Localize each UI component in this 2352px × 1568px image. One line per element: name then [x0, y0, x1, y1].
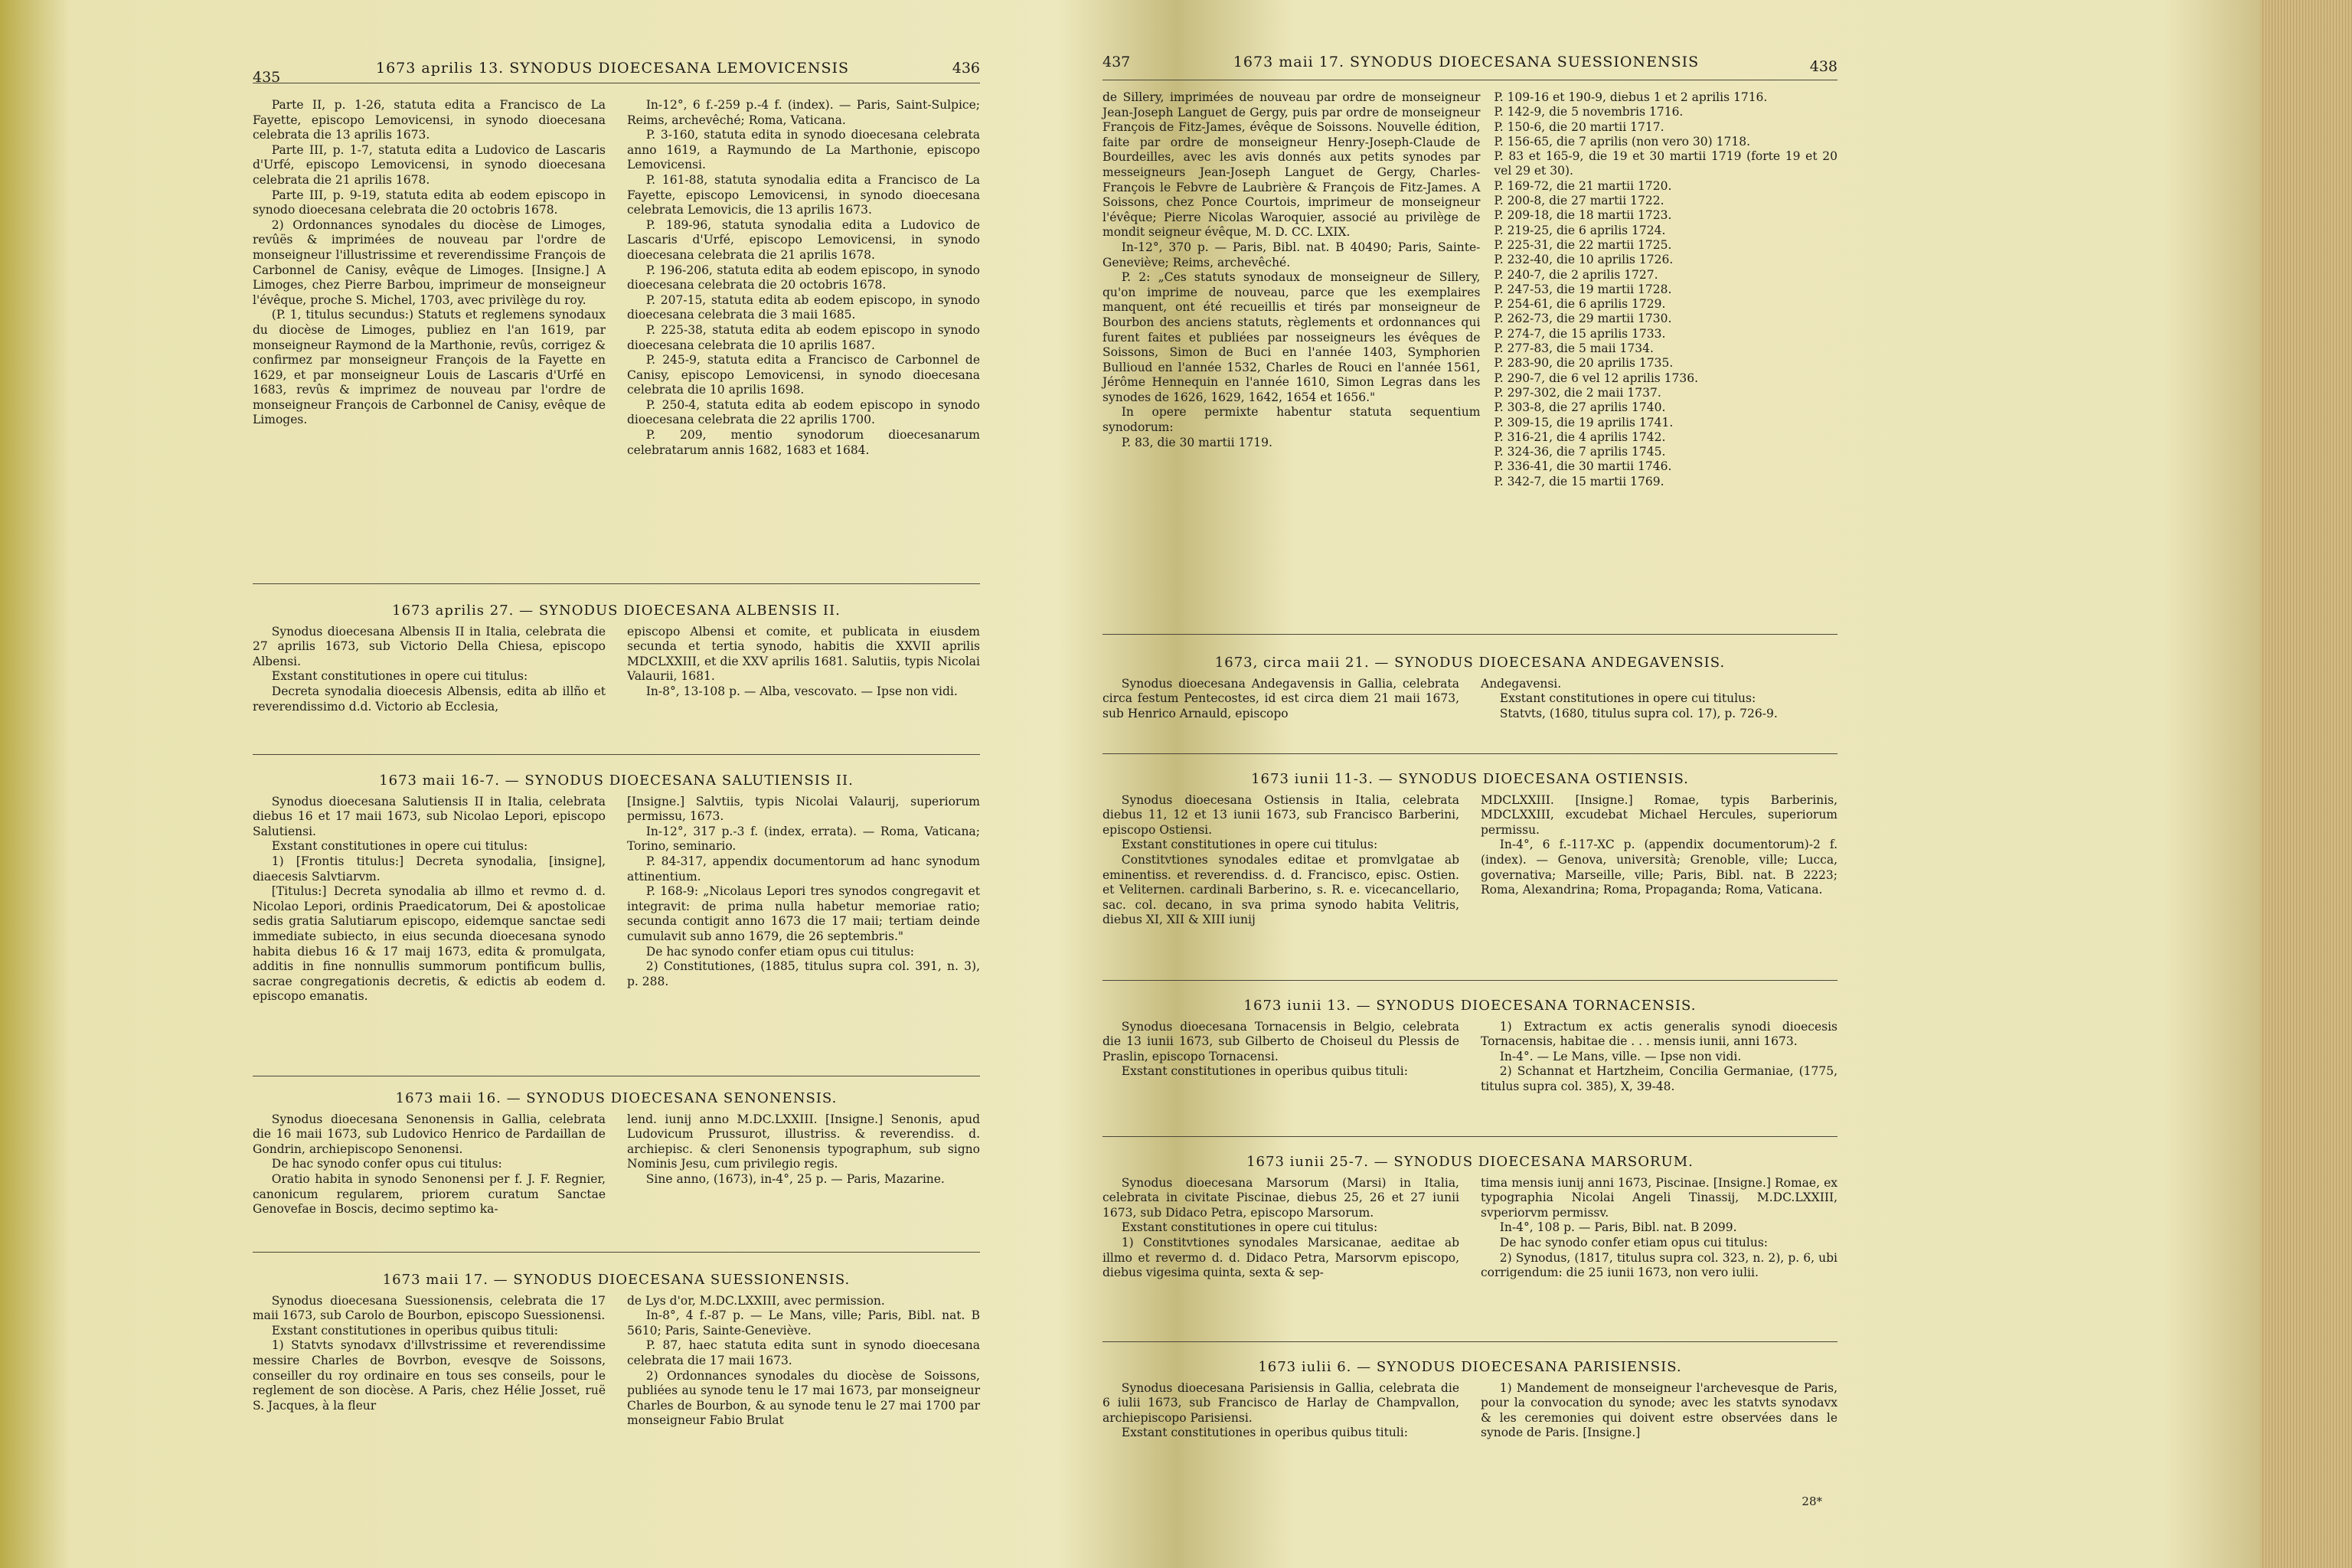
paragraph: In-8°, 4 f.-87 p. — Le Mans, ville; Paris, Bibl. nat. B 5610; Paris, Sainte-Geneviève. [627, 1308, 980, 1338]
page-edges [2260, 0, 2352, 1568]
lemovicensis-col2 [627, 98, 980, 458]
section-title-andegavensis: 1673, circa maii 21. — SYNODUS DIOECESANA ANDEGAVENSIS. [1214, 655, 1726, 671]
paragraph: Parte III, p. 1-7, statuta edita a Ludovico de Lascaris d'Urfé, episcopo Lemovicensi, in synodo dioecesana celebrata die 21 aprilis 1678. [253, 142, 606, 187]
section-divider [1102, 980, 1838, 981]
section-andegavensis [1102, 655, 1838, 721]
right-page [1080, 0, 1853, 1568]
paragraph: Statvts, (1680, titulus supra col. 17), p. 726-9. [1499, 706, 1778, 720]
paragraph: P. 225-38, statuta edita ab eodem episcopo in synodo dioecesana celebrata die 10 aprilis 1687. [627, 322, 980, 352]
paragraph: P. 83, die 30 martii 1719. [1121, 435, 1272, 449]
list-item: P. 316-21, die 4 aprilis 1742. [1494, 430, 1666, 444]
marsorum-col2 [1481, 1176, 1838, 1281]
paragraph: P. 87, haec statuta edita sunt in synodo dioecesana celebrata die 17 maii 1673. [627, 1338, 980, 1367]
paragraph: Parte II, p. 1-26, statuta edita a Francisco de La Fayette, episcopo Lemovicensi, in synodo dioecesana celebrata die 13 aprilis 1673. [253, 98, 606, 142]
paragraph: 1) Mandement de monseigneur l'archevesque de Paris, pour la convocation du synode; avec les statvts synodavx & les ceremonies qui doivent estre observées dans le synode de Paris. [Insigne.] [1481, 1380, 1838, 1440]
list-item: P. 254-61, die 6 aprilis 1729. [1494, 297, 1666, 312]
andegavensis-col1 [1102, 677, 1459, 722]
paragraph: 2) Ordonnances synodales du diocèse de Limoges, revûës & imprimées de nouveau par l'ordre de monseigneur l'illustrissime et reverendissime François de Carbonnel de Canisy, evêque de Limoges. [Insigne.] A Limoges, chez Pierre Barbou, imprimeur de monseigneur l'évêque, proche S. Michel, 1703, avec privilège du roy. [253, 217, 606, 307]
section-title-suessionensis: 1673 maii 17. — SYNODUS DIOECESANA SUESSIONENSIS. [382, 1272, 851, 1288]
list-item: P. 324-36, die 7 aprilis 1745. [1494, 445, 1666, 459]
list-item: P. 156-65, die 7 aprilis (non vero 30) 1718. [1494, 134, 1750, 149]
column-number-435: 435 [253, 69, 281, 86]
section-ostiensis [1102, 772, 1838, 928]
paragraph: In-4°, 6 f.-117-XC p. (appendix documentorum)-2 f. (index). — Genova, università; Grenoble, ville; Lucca, governativa; Marseille, ville; Paris, Bibl. nat. B 2223; Roma, Alexandrina; Roma, Propaganda; Roma, Vaticana. [1481, 838, 1838, 897]
paragraph: 1) Extractum ex actis generalis synodi dioecesis Tornacensis, habitae die . . . mensis iunii, anni 1673. [1481, 1019, 1838, 1049]
paragraph: Exstant constitutiones in opere cui titulus: [1499, 691, 1756, 706]
section-title-albensis: 1673 aprilis 27. — SYNODUS DIOECESANA ALBENSIS II. [392, 603, 841, 619]
section-parisiensis [1102, 1360, 1838, 1441]
paragraph: In-12°, 317 p.-3 f. (index, errata). — Roma, Vaticana; Torino, seminario. [627, 824, 980, 854]
paragraph: De hac synodo confer opus cui titulus: [271, 1157, 502, 1171]
paragraph: Exstant constitutiones in opere cui titulus: [1121, 838, 1378, 852]
paragraph: lend. iunij anno M.DC.LXXIII. [Insigne.] Senonis, apud Ludovicum Prussurot, illustriss. & reverendiss. d. archiepisc. & cleri Senonensis typographum, sub signo Nominis Jesu, cum privilegio regis. [627, 1112, 980, 1171]
list-item: P. 262-73, die 29 martii 1730. [1494, 312, 1672, 326]
senonensis-col2 [627, 1112, 980, 1217]
paragraph: Sine anno, (1673), in-4°, 25 p. — Paris, Mazarine. [645, 1171, 945, 1186]
paragraph: Exstant constitutiones in operibus quibus tituli: [271, 1323, 558, 1338]
parisiensis-col2 [1481, 1381, 1838, 1441]
paragraph: de Lys d'or, M.DC.LXXIII, avec permission. [627, 1293, 885, 1308]
paragraph: In-8°, 13-108 p. — Alba, vescovato. — Ipse non vidi. [645, 684, 958, 698]
paragraph: P. 196-206, statuta edita ab eodem episcopo, in synodo dioecesana celebrata die 20 octobris 1678. [627, 263, 980, 292]
right-header-title: 1673 maii 17. SYNODUS DIOECESANA SUESSIONENSIS [1233, 54, 1700, 70]
paragraph: Constitvtiones synodales editae et promvlgatae ab eminentiss. et reverendiss. d. d. Francisco, episc. Ostien. et Veliternen. cardinali Barberino, s. R. e. vicecancellario, sac. col. decano, in sva prima synodo habita Velitris, diebus XI, XII & XIII iunij [1102, 852, 1459, 927]
section-divider [1102, 1341, 1838, 1342]
left-page [230, 0, 995, 1568]
column-number-436: 436 [952, 60, 980, 77]
salutiensis-col1 [253, 795, 606, 1004]
paragraph: (P. 1, titulus secundus:) Statuts et reglemens synodaux du diocèse de Limoges, publiez en l'an 1619, par monseigneur Raymond de la Marthonie, revûs, corrigez & confirmez par monseigneur François de la Fayette en 1629, et par monseigneur Louis de Lascaris d'Urfé en 1683, revûs & imprimez de nouveau par l'ordre de monseigneur François de Carbonnel de Canisy, evêque de Limoges. [253, 308, 606, 427]
paragraph: 1) Constitvtiones synodales Marsicanae, aeditae ab illmo et revermo d. d. Didaco Petra, Marsorvm episcopo, diebus vigesima quinta, sexta & sep- [1102, 1235, 1459, 1280]
salutiensis-col2 [627, 795, 980, 1004]
section-albensis [253, 603, 980, 714]
section-salutiensis [253, 773, 980, 1004]
paragraph: Synodus dioecesana Senonensis in Gallia, celebrata die 16 maii 1673, sub Ludovico Henrico de Pardaillan de Gondrin, archiepiscopo Senonensi. [253, 1112, 606, 1156]
list-item: P. 309-15, die 19 aprilis 1741. [1494, 415, 1674, 430]
list-item: P. 169-72, die 21 martii 1720. [1494, 178, 1672, 193]
list-item: P. 290-7, die 6 vel 12 aprilis 1736. [1494, 371, 1699, 385]
list-item: P. 142-9, die 5 novembris 1716. [1494, 105, 1684, 119]
paragraph: P. 168-9: „Nicolaus Lepori tres synodos congregavit et integravit: de prima nulla habetur memoriae ratio; secunda contigit anno 1673 die 17 maii; tertiam deinde cumulavit sub anno 1679, die 26 septembris." [627, 884, 980, 943]
paragraph: Synodus dioecesana Salutiensis II in Italia, celebrata diebus 16 et 17 maii 1673, sub Nicolao Lepori, episcopo Salutiensi. [253, 794, 606, 838]
section-senonensis [253, 1091, 980, 1217]
list-item: P. 109-16 et 190-9, diebus 1 et 2 aprilis 1716. [1494, 90, 1768, 104]
paragraph: Synodus dioecesana Albensis II in Italia, celebrata die 27 aprilis 1673, sub Victorio Della Chiesa, episcopo Albensi. [253, 624, 606, 668]
section-divider [1102, 753, 1838, 754]
paragraph: P. 161-88, statuta synodalia edita a Francisco de La Fayette, episcopo Lemovicensi, in synodo dioecesana celebrata Lemovicis, die 13 aprilis 1673. [627, 172, 980, 217]
paragraph: P. 3-160, statuta edita in synodo dioecesana celebrata anno 1619, a Raymundo de La Marthonie, episcopo Lemovicensi. [627, 128, 980, 172]
paragraph: 1) [Frontis titulus:] Decreta synodalia, [insigne], diaecesis Salvtiarvm. [253, 854, 606, 884]
section-tornacensis [1102, 998, 1838, 1095]
paragraph: 1) Statvts synodavx d'illvstrissime et reverendissime messire Charles de Bovrbon, evesqve de Soissons, conseiller du roy ordinaire en tous ses conseils, pour le reglement de son diocèse. A Paris, chez Hélie Josset, ruë S. Jacques, à la fleur [253, 1338, 606, 1413]
list-item: P. 232-40, die 10 aprilis 1726. [1494, 253, 1674, 267]
section-divider [1102, 1136, 1838, 1137]
albensis-col1 [253, 625, 606, 715]
paragraph: De hac synodo confer etiam opus cui titulus: [645, 944, 915, 959]
paragraph: P. 207-15, statuta edita ab eodem episcopo, in synodo dioecesana celebrata die 3 maii 1685. [627, 292, 980, 322]
section-divider [253, 1252, 980, 1253]
tornacensis-col2 [1481, 1020, 1838, 1095]
paragraph: Synodus dioecesana Tornacensis in Belgio, celebrata die 13 iunii 1673, sub Gilberto de Choiseul du Plessis de Praslin, episcopo Tornacensi. [1102, 1019, 1459, 1063]
left-header-title: 1673 aprilis 13. SYNODUS DIOECESANA LEMOVICENSIS [376, 60, 849, 77]
list-item: P. 209-18, die 18 martii 1723. [1494, 208, 1672, 223]
marsorum-col1 [1102, 1176, 1459, 1281]
paragraph: In-4°. — Le Mans, ville. — Ipse non vidi. [1499, 1049, 1742, 1063]
paragraph: Synodus dioecesana Ostiensis in Italia, celebrata diebus 11, 12 et 13 iunii 1673, sub Francisco Barberini, episcopo Ostiensi. [1102, 792, 1459, 837]
paragraph: tima mensis iunij anni 1673, Piscinae. [Insigne.] Romae, ex typographia Nicolai Angeli Tinassij, M.DC.LXXIII, svperiorvm permissv. [1481, 1175, 1838, 1220]
paragraph: Parte III, p. 9-19, statuta edita ab eodem episcopo in synodo dioecesana celebrata die 20 octobris 1678. [253, 188, 606, 217]
section-marsorum [1102, 1155, 1838, 1281]
suessionensis-col1 [253, 1294, 606, 1429]
paragraph: [Titulus:] Decreta synodalia ab illmo et revmo d. d. Nicolao Lepori, ordinis Praedicatorum, Dei & apostolicae sedis gratia Salutiarum episcopo, eidemque sanctae sedi immediate subiecto, in eius secunda dioecesana synodo habita diebus 16 & 17 maij 1673, edita & promulgata, additis in fine nonnullis summorum pontificum bullis, sacrae congregationis decretis, & edictis ab eodem d. episcopo emanatis. [253, 884, 606, 1004]
section-title-tornacensis: 1673 iunii 13. — SYNODUS DIOECESANA TORNACENSIS. [1243, 998, 1697, 1014]
paragraph: 2) Synodus, (1817, titulus supra col. 323, n. 2), p. 6, ubi corrigendum: die 25 iunii 1673, non vero iulii. [1481, 1250, 1838, 1280]
parisiensis-col1 [1102, 1381, 1459, 1441]
paragraph: MDCLXXIII. [Insigne.] Romae, typis Barberinis, MDCLXXIII, excudebat Michael Hercules, superiorum permissu. [1481, 792, 1838, 837]
paragraph: Oratio habita in synodo Senonensi per f. J. F. Regnier, canonicum regularem, priorem curatum Sanctae Genovefae in Boscis, decimo septimo ka- [253, 1171, 606, 1217]
list-item: P. 83 et 165-9, die 19 et 30 martii 1719 (forte 19 et 20 vel 29 et 30). [1494, 149, 1838, 178]
list-item: P. 274-7, die 15 aprilis 1733. [1494, 326, 1666, 341]
albensis-col2 [627, 625, 980, 715]
paragraph: Synodus dioecesana Parisiensis in Gallia, celebrata die 6 iulii 1673, sub Francisco de Harlay de Champvallon, archiepiscopo Parisiensi. [1102, 1380, 1459, 1425]
list-item: P. 297-302, die 2 maii 1737. [1494, 385, 1661, 400]
paragraph: episcopo Albensi et comite, et publicata in eiusdem secunda et tertia synodo, habitis die XXVII aprilis MDCLXXIII, et die XXV aprilis 1681. Salutiis, typis Nicolai Valaurii, 1681. [627, 624, 980, 684]
list-item: P. 247-53, die 19 martii 1728. [1494, 282, 1672, 296]
paragraph: 2) Schannat et Hartzheim, Concilia Germaniae, (1775, titulus supra col. 385), X, 39-48. [1481, 1064, 1838, 1093]
list-item: P. 240-7, die 2 aprilis 1727. [1494, 267, 1658, 282]
section-divider [253, 583, 980, 584]
paragraph: [Insigne.] Salvtiis, typis Nicolai Valaurij, superiorum permissu, 1673. [627, 794, 980, 824]
paragraph: 2) Constitutiones, (1885, titulus supra col. 391, n. 3), p. 288. [627, 959, 980, 988]
paragraph: Decreta synodalia dioecesis Albensis, edita ab illño et reverendissimo d.d. Victorio ab Ecclesia, [253, 684, 606, 714]
paragraph: Andegavensi. [1481, 676, 1562, 691]
section-lemovicensis [253, 98, 980, 458]
list-item: P. 225-31, die 22 martii 1725. [1494, 237, 1672, 252]
paragraph: 2) Ordonnances synodales du diocèse de Soissons, publiées au synode tenu le 17 mai 1673, par monseigneur Charles de Bourbon, & au synode tenu le 27 mai 1700 par monseigneur Fabio Brulat [627, 1368, 980, 1428]
section-title-marsorum: 1673 iunii 25-7. — SYNODUS DIOECESANA MARSORUM. [1246, 1154, 1694, 1170]
paragraph: Synodus dioecesana Andegavensis in Gallia, celebrata circa festum Pentecostes, id est circa diem 21 maii 1673, sub Henrico Arnauld, episcopo [1102, 676, 1459, 720]
paragraph: Exstant constitutiones in operibus quibus tituli: [1121, 1064, 1408, 1079]
paragraph: P. 2: „Ces statuts synodaux de monseigneur de Sillery, qu'on imprime de nouveau, parce que les exemplaires manquent, ont été recueillis et tirés par monseigneur de Bourbon des anciens statuts, règlements et ordonnances qui furent faites et publiées par nosseigneurs les évêques de Soissons, Simon de Buci en l'année 1403, Symphorien Bullioud en l'année 1532, Charles de Rouci en l'année 1561, Jérôme Hennequin en l'année 1610, Simon Legras dans les synodes de 1626, 1629, 1642, 1654 et 1656." [1102, 270, 1481, 404]
list-item: P. 277-83, die 5 maii 1734. [1494, 341, 1654, 356]
section-title-parisiensis: 1673 iulii 6. — SYNODUS DIOECESANA PARISIENSIS. [1258, 1359, 1682, 1375]
paragraph: Synodus dioecesana Marsorum (Marsi) in Italia, celebrata in civitate Piscinae, diebus 25, 26 et 27 iunii 1673, sub Didaco Petra, episcopo Marsorum. [1102, 1175, 1459, 1220]
paragraph: P. 250-4, statuta edita ab eodem episcopo in synodo dioecesana celebrata die 22 aprilis 1700. [627, 397, 980, 427]
paragraph: De hac synodo confer etiam opus cui titulus: [1499, 1235, 1769, 1250]
synod-dates-list [1494, 90, 1838, 489]
paragraph: Exstant constitutiones in opere cui titulus: [271, 839, 528, 854]
paragraph: In-4°, 108 p. — Paris, Bibl. nat. B 2099. [1499, 1220, 1737, 1235]
list-item: P. 283-90, die 20 aprilis 1735. [1494, 356, 1674, 371]
suessionensis-cont-col1 [1102, 90, 1480, 489]
section-title-salutiensis: 1673 maii 16-7. — SYNODUS DIOECESANA SALUTIENSIS II. [379, 773, 854, 789]
paragraph: de Sillery, imprimées de nouveau par ordre de monseigneur Jean-Joseph Languet de Gergy, puis par ordre de monseigneur François de Fitz-James, évêque de Soissons. Nouvelle édition, faite par ordre de monseigneur Henry-Joseph-Claude de Bourdeilles, avec les avis donnés aux petits synodes par messeigneurs Jean-Joseph Languet de Gergy, Charles-François le Febvre de Laubrière & François de Fitz-James. A Soissons, chez Ponce Courtois, imprimeur de monseigneur l'évêque; Pierre Nicolas Waroquier, associé au privilège de mondit seigneur évêque, M. D. CC. LXIX. [1102, 90, 1481, 240]
signature-mark: 28* [1802, 1494, 1822, 1508]
paragraph: Exstant constitutiones in opere cui titulus: [271, 669, 528, 684]
lemovicensis-col1 [253, 98, 606, 458]
ostiensis-col1 [1102, 793, 1459, 928]
suessionensis-col2 [627, 1294, 980, 1429]
paragraph: In opere permixte habentur statuta sequentium synodorum: [1102, 405, 1481, 435]
ostiensis-col2 [1481, 793, 1838, 928]
section-title-ostiensis: 1673 iunii 11-3. — SYNODUS DIOECESANA OSTIENSIS. [1251, 771, 1689, 787]
tornacensis-col1 [1102, 1020, 1459, 1095]
paragraph: Exstant constitutiones in operibus quibus tituli: [1121, 1426, 1408, 1440]
section-suessionensis-cont [1102, 90, 1838, 489]
list-item: P. 303-8, die 27 aprilis 1740. [1494, 400, 1666, 415]
list-item: P. 336-41, die 30 martii 1746. [1494, 459, 1672, 474]
left-running-head [230, 54, 995, 84]
section-divider [253, 754, 980, 755]
column-number-438: 438 [1809, 58, 1838, 75]
list-item: P. 200-8, die 27 martii 1722. [1494, 194, 1664, 208]
paragraph: P. 209, mentio synodorum dioecesanarum celebratarum annis 1682, 1683 et 1684. [627, 428, 980, 457]
paragraph: Exstant constitutiones in opere cui titulus: [1121, 1220, 1378, 1235]
paragraph: P. 189-96, statuta synodalia edita a Ludovico de Lascaris d'Urfé, episcopo Lemovicensi, in synodo dioecesana celebrata die 21 aprilis 1678. [627, 217, 980, 262]
list-item: P. 219-25, die 6 aprilis 1724. [1494, 223, 1666, 237]
paragraph: In-12°, 370 p. — Paris, Bibl. nat. B 40490; Paris, Sainte-Geneviève; Reims, archevêché. [1102, 240, 1481, 270]
column-number-437: 437 [1102, 54, 1131, 70]
section-suessionensis [253, 1272, 980, 1429]
senonensis-col1 [253, 1112, 606, 1217]
section-title-senonensis: 1673 maii 16. — SYNODUS DIOECESANA SENONENSIS. [395, 1090, 838, 1106]
andegavensis-col2 [1481, 677, 1838, 722]
paragraph: In-12°, 6 f.-259 p.-4 f. (index). — Paris, Saint-Sulpice; Reims, archevêché; Roma, Vaticana. [627, 98, 980, 127]
list-item: P. 342-7, die 15 martii 1769. [1494, 474, 1664, 488]
paragraph: P. 245-9, statuta edita a Francisco de Carbonnel de Canisy, episcopo Lemovicensi, in synodo dioecesana celebrata die 10 aprilis 1698. [627, 353, 980, 397]
paragraph: P. 84-317, appendix documentorum ad hanc synodum attinentium. [627, 854, 980, 884]
section-divider [1102, 634, 1838, 635]
list-item: P. 150-6, die 20 martii 1717. [1494, 119, 1664, 134]
paragraph: Synodus dioecesana Suessionensis, celebrata die 17 maii 1673, sub Carolo de Bourbon, episcopo Suessionensi. [253, 1293, 606, 1323]
